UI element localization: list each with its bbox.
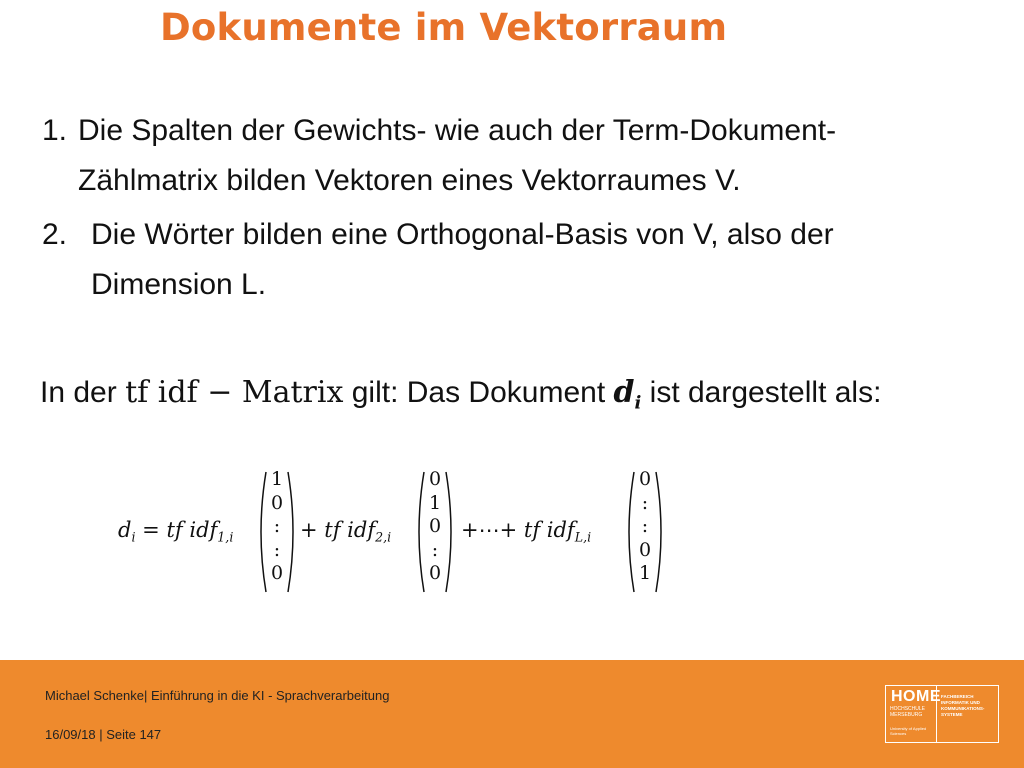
vector-1 bbox=[254, 468, 300, 596]
formula bbox=[118, 468, 738, 596]
term-label-L: tf idf bbox=[523, 518, 575, 542]
list-item-2 bbox=[42, 210, 972, 310]
slide-title: Dokumente im Vektorraum bbox=[160, 6, 728, 49]
plus-sign: + bbox=[300, 518, 318, 542]
formula-term-2 bbox=[300, 518, 391, 544]
intro-sentence bbox=[40, 368, 881, 428]
vector-entry: 0 bbox=[428, 562, 442, 584]
term-subscript-2: 2,i bbox=[375, 529, 392, 545]
vector-entry: : bbox=[641, 515, 649, 537]
term-label-1: tf idf bbox=[166, 518, 218, 542]
logo-home-text: HOME bbox=[891, 688, 941, 705]
vector-entry: 0 bbox=[638, 538, 652, 561]
list-number: 2. bbox=[42, 218, 68, 251]
list-text bbox=[91, 210, 972, 310]
intro-post: ist dargestellt als: bbox=[641, 376, 882, 409]
vector-entry: : bbox=[273, 538, 281, 561]
list-text-line2: Dimension L. bbox=[91, 268, 267, 301]
logo-hochschule-text: HOCHSCHULE MERSEBURG bbox=[890, 706, 926, 718]
plus-dots-sign: +⋯+ bbox=[461, 518, 518, 542]
vector-entry: : bbox=[431, 538, 439, 561]
formula-lhs-subscript: i bbox=[131, 529, 136, 545]
list-text bbox=[78, 106, 982, 206]
term-subscript-L: L,i bbox=[574, 529, 592, 545]
vector-entry: 1 bbox=[270, 468, 284, 490]
vector-L bbox=[622, 468, 668, 596]
university-logo bbox=[885, 685, 999, 743]
vector-2 bbox=[412, 468, 458, 596]
vector-entry: : bbox=[273, 515, 281, 537]
footer-bar bbox=[0, 660, 1024, 768]
vector-entry: 0 bbox=[270, 491, 284, 514]
logo-faculty-text: FACHBEREICH INFORMATIK UND KOMMUNIKATIONS-SYSTEME bbox=[941, 694, 985, 717]
list-number: 1. bbox=[42, 114, 68, 147]
list-text-line1: Die Wörter bilden eine Orthogonal-Basis von V, also der bbox=[91, 218, 834, 251]
term-subscript-1: 1,i bbox=[217, 529, 234, 545]
term-label-2: tf idf bbox=[324, 518, 376, 542]
intro-doc-subscript: i bbox=[634, 392, 642, 414]
logo-left-panel bbox=[886, 686, 941, 742]
vector-entry: 1 bbox=[428, 491, 442, 514]
logo-tagline-text: University of Applied Sciences bbox=[890, 726, 927, 736]
vector-2-entries bbox=[412, 468, 458, 586]
intro-doc-symbol: d bbox=[613, 375, 635, 410]
footer-author: Michael Schenke| Einführung in die KI - Sprachverarbeitung bbox=[45, 688, 390, 703]
list-text-line2: Zählmatrix bilden Vektoren eines Vektorraumes V. bbox=[78, 164, 741, 197]
vector-L-entries bbox=[622, 468, 668, 586]
vector-1-entries bbox=[254, 468, 300, 586]
vector-entry: 0 bbox=[428, 468, 442, 490]
intro-pre: In der bbox=[40, 376, 126, 409]
list-text-line1: Die Spalten der Gewichts- wie auch der Term-Dokument- bbox=[78, 114, 837, 147]
formula-lhs-symbol: d bbox=[118, 518, 132, 542]
vector-entry: 0 bbox=[428, 515, 442, 537]
list-item-1 bbox=[42, 106, 982, 206]
intro-math: tf idf − Matrix bbox=[125, 375, 344, 410]
footer-date-page: 16/09/18 | Seite 147 bbox=[45, 727, 162, 742]
vector-entry: 0 bbox=[270, 562, 284, 584]
vector-entry: 0 bbox=[638, 468, 652, 490]
intro-mid: gilt: Das Dokument bbox=[343, 376, 614, 409]
formula-lhs bbox=[118, 518, 233, 544]
formula-term-L bbox=[461, 518, 591, 544]
vector-entry: 1 bbox=[638, 562, 652, 584]
vector-entry: : bbox=[641, 491, 649, 514]
equals-sign: = bbox=[142, 518, 160, 542]
